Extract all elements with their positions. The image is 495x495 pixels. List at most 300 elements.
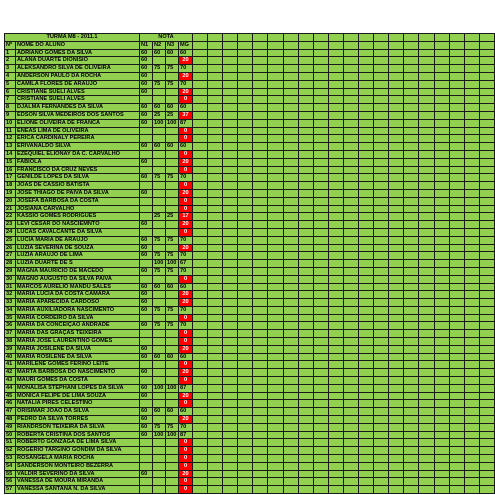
grade-n2[interactable]: 60 bbox=[153, 408, 166, 416]
grade-n3[interactable]: 25 bbox=[166, 213, 179, 221]
empty-cell[interactable] bbox=[268, 88, 283, 96]
grade-average[interactable]: 60 bbox=[179, 49, 193, 57]
empty-cell[interactable] bbox=[328, 96, 343, 104]
empty-cell[interactable] bbox=[449, 213, 464, 221]
empty-cell[interactable] bbox=[434, 361, 449, 369]
empty-cell[interactable] bbox=[193, 353, 208, 361]
empty-cell[interactable] bbox=[404, 314, 419, 322]
grade-n2[interactable]: 60 bbox=[153, 49, 166, 57]
student-name[interactable]: FABIOLA bbox=[16, 158, 140, 166]
empty-cell[interactable] bbox=[283, 369, 298, 377]
empty-cell[interactable] bbox=[419, 299, 434, 307]
empty-cell[interactable] bbox=[283, 41, 298, 49]
empty-cell[interactable] bbox=[434, 338, 449, 346]
empty-cell[interactable] bbox=[238, 166, 253, 174]
empty-cell[interactable] bbox=[404, 299, 419, 307]
empty-cell[interactable] bbox=[223, 119, 238, 127]
empty-cell[interactable] bbox=[298, 197, 313, 205]
grade-n1[interactable]: 60 bbox=[140, 88, 153, 96]
grade-n1[interactable] bbox=[140, 338, 153, 346]
empty-cell[interactable] bbox=[193, 236, 208, 244]
empty-cell[interactable] bbox=[374, 470, 389, 478]
grade-n1[interactable] bbox=[140, 197, 153, 205]
empty-cell[interactable] bbox=[328, 267, 343, 275]
empty-cell[interactable] bbox=[328, 158, 343, 166]
empty-cell[interactable] bbox=[253, 330, 268, 338]
empty-cell[interactable] bbox=[328, 189, 343, 197]
empty-cell[interactable] bbox=[238, 423, 253, 431]
empty-cell[interactable] bbox=[374, 392, 389, 400]
empty-cell[interactable] bbox=[313, 72, 328, 80]
empty-cell[interactable] bbox=[328, 392, 343, 400]
empty-cell[interactable] bbox=[359, 486, 374, 494]
empty-cell[interactable] bbox=[208, 244, 223, 252]
empty-cell[interactable] bbox=[449, 228, 464, 236]
grade-n3[interactable] bbox=[166, 182, 179, 190]
student-name[interactable]: JOSEFA BARBOSA DA COSTA bbox=[16, 197, 140, 205]
empty-cell[interactable] bbox=[479, 221, 494, 229]
empty-cell[interactable] bbox=[434, 80, 449, 88]
grade-n2[interactable]: 100 bbox=[153, 260, 166, 268]
empty-cell[interactable] bbox=[419, 143, 434, 151]
empty-cell[interactable] bbox=[208, 150, 223, 158]
empty-cell[interactable] bbox=[253, 369, 268, 377]
empty-cell[interactable] bbox=[464, 34, 479, 42]
empty-cell[interactable] bbox=[479, 322, 494, 330]
empty-cell[interactable] bbox=[479, 228, 494, 236]
empty-cell[interactable] bbox=[479, 416, 494, 424]
empty-cell[interactable] bbox=[434, 49, 449, 57]
empty-cell[interactable] bbox=[283, 49, 298, 57]
grade-n3[interactable]: 60 bbox=[166, 143, 179, 151]
student-name[interactable]: MARIA AUXILIADORA NASCIMENTO bbox=[16, 306, 140, 314]
empty-cell[interactable] bbox=[479, 267, 494, 275]
grade-n3[interactable]: 25 bbox=[166, 111, 179, 119]
empty-cell[interactable] bbox=[343, 439, 358, 447]
empty-cell[interactable] bbox=[343, 111, 358, 119]
empty-cell[interactable] bbox=[343, 150, 358, 158]
empty-cell[interactable] bbox=[193, 213, 208, 221]
row-number[interactable]: 36 bbox=[5, 322, 16, 330]
column-header[interactable]: N3 bbox=[166, 41, 179, 49]
empty-cell[interactable] bbox=[298, 65, 313, 73]
empty-cell[interactable] bbox=[389, 96, 404, 104]
empty-cell[interactable] bbox=[359, 49, 374, 57]
empty-cell[interactable] bbox=[238, 322, 253, 330]
empty-cell[interactable] bbox=[389, 236, 404, 244]
grade-n1[interactable]: 60 bbox=[140, 244, 153, 252]
grade-n3[interactable]: 75 bbox=[166, 80, 179, 88]
empty-cell[interactable] bbox=[223, 361, 238, 369]
empty-cell[interactable] bbox=[298, 431, 313, 439]
grade-n2[interactable]: 75 bbox=[153, 65, 166, 73]
empty-cell[interactable] bbox=[343, 135, 358, 143]
empty-cell[interactable] bbox=[374, 166, 389, 174]
empty-cell[interactable] bbox=[359, 34, 374, 42]
student-name[interactable]: LUCIA MARIA DE ARAUJO bbox=[16, 236, 140, 244]
empty-cell[interactable] bbox=[404, 345, 419, 353]
empty-cell[interactable] bbox=[464, 447, 479, 455]
row-number[interactable]: 13 bbox=[5, 143, 16, 151]
grade-n1[interactable]: 60 bbox=[140, 65, 153, 73]
empty-cell[interactable] bbox=[283, 322, 298, 330]
empty-cell[interactable] bbox=[283, 80, 298, 88]
empty-cell[interactable] bbox=[343, 34, 358, 42]
empty-cell[interactable] bbox=[343, 182, 358, 190]
empty-cell[interactable] bbox=[359, 252, 374, 260]
empty-cell[interactable] bbox=[404, 322, 419, 330]
student-name[interactable]: LEVI CESAR DO NASCIEMNTO bbox=[16, 221, 140, 229]
grade-n1[interactable] bbox=[140, 439, 153, 447]
grade-n1[interactable] bbox=[140, 260, 153, 268]
empty-cell[interactable] bbox=[374, 330, 389, 338]
empty-cell[interactable] bbox=[313, 408, 328, 416]
student-name[interactable]: CRISTIANE SUELI ALVES bbox=[16, 96, 140, 104]
empty-cell[interactable] bbox=[298, 384, 313, 392]
row-number[interactable]: 33 bbox=[5, 299, 16, 307]
grade-average[interactable]: 20 bbox=[179, 244, 193, 252]
grade-n3[interactable] bbox=[166, 447, 179, 455]
empty-cell[interactable] bbox=[253, 478, 268, 486]
empty-cell[interactable] bbox=[238, 416, 253, 424]
empty-cell[interactable] bbox=[449, 189, 464, 197]
empty-cell[interactable] bbox=[419, 88, 434, 96]
empty-cell[interactable] bbox=[313, 104, 328, 112]
empty-cell[interactable] bbox=[374, 41, 389, 49]
empty-cell[interactable] bbox=[328, 283, 343, 291]
empty-cell[interactable] bbox=[359, 182, 374, 190]
row-number[interactable]: 16 bbox=[5, 166, 16, 174]
grade-n3[interactable] bbox=[166, 275, 179, 283]
empty-cell[interactable] bbox=[389, 49, 404, 57]
empty-cell[interactable] bbox=[298, 400, 313, 408]
empty-cell[interactable] bbox=[268, 189, 283, 197]
row-number[interactable]: 2 bbox=[5, 57, 16, 65]
empty-cell[interactable] bbox=[343, 260, 358, 268]
empty-cell[interactable] bbox=[208, 416, 223, 424]
empty-cell[interactable] bbox=[343, 57, 358, 65]
empty-cell[interactable] bbox=[404, 392, 419, 400]
empty-cell[interactable] bbox=[328, 127, 343, 135]
empty-cell[interactable] bbox=[238, 111, 253, 119]
empty-cell[interactable] bbox=[419, 291, 434, 299]
row-number[interactable]: 3 bbox=[5, 65, 16, 73]
empty-cell[interactable] bbox=[479, 470, 494, 478]
row-number[interactable]: 25 bbox=[5, 236, 16, 244]
empty-cell[interactable] bbox=[268, 111, 283, 119]
empty-cell[interactable] bbox=[434, 252, 449, 260]
empty-cell[interactable] bbox=[479, 338, 494, 346]
empty-cell[interactable] bbox=[298, 486, 313, 494]
empty-cell[interactable] bbox=[268, 283, 283, 291]
student-name[interactable]: VANESSA SANTANA N. DA SILVA bbox=[16, 486, 140, 494]
empty-cell[interactable] bbox=[328, 369, 343, 377]
grade-average[interactable]: 60 bbox=[179, 143, 193, 151]
student-name[interactable]: LUCAS CAVALCANTE DA SILVA bbox=[16, 228, 140, 236]
empty-cell[interactable] bbox=[343, 80, 358, 88]
empty-cell[interactable] bbox=[449, 439, 464, 447]
empty-cell[interactable] bbox=[389, 306, 404, 314]
empty-cell[interactable] bbox=[449, 174, 464, 182]
empty-cell[interactable] bbox=[479, 143, 494, 151]
empty-cell[interactable] bbox=[389, 470, 404, 478]
empty-cell[interactable] bbox=[419, 236, 434, 244]
empty-cell[interactable] bbox=[404, 41, 419, 49]
grade-average[interactable]: 0 bbox=[179, 166, 193, 174]
empty-cell[interactable] bbox=[223, 158, 238, 166]
empty-cell[interactable] bbox=[359, 299, 374, 307]
empty-cell[interactable] bbox=[238, 143, 253, 151]
empty-cell[interactable] bbox=[223, 41, 238, 49]
empty-cell[interactable] bbox=[283, 72, 298, 80]
grade-n2[interactable] bbox=[153, 96, 166, 104]
empty-cell[interactable] bbox=[449, 158, 464, 166]
empty-cell[interactable] bbox=[404, 252, 419, 260]
empty-cell[interactable] bbox=[328, 455, 343, 463]
empty-cell[interactable] bbox=[343, 267, 358, 275]
empty-cell[interactable] bbox=[359, 353, 374, 361]
empty-cell[interactable] bbox=[449, 283, 464, 291]
empty-cell[interactable] bbox=[464, 353, 479, 361]
empty-cell[interactable] bbox=[434, 96, 449, 104]
row-number[interactable]: 55 bbox=[5, 470, 16, 478]
empty-cell[interactable] bbox=[464, 127, 479, 135]
student-name[interactable]: MAGNO AUGUSTO DA SILVA PAIVA bbox=[16, 275, 140, 283]
empty-cell[interactable] bbox=[253, 228, 268, 236]
empty-cell[interactable] bbox=[283, 65, 298, 73]
empty-cell[interactable] bbox=[464, 455, 479, 463]
empty-cell[interactable] bbox=[313, 119, 328, 127]
empty-cell[interactable] bbox=[268, 72, 283, 80]
grade-n1[interactable] bbox=[140, 330, 153, 338]
empty-cell[interactable] bbox=[298, 267, 313, 275]
empty-cell[interactable] bbox=[464, 96, 479, 104]
empty-cell[interactable] bbox=[328, 34, 343, 42]
grade-average[interactable]: 0 bbox=[179, 478, 193, 486]
empty-cell[interactable] bbox=[359, 158, 374, 166]
empty-cell[interactable] bbox=[343, 447, 358, 455]
student-name[interactable]: MARIA ROSILENE DA SILVA bbox=[16, 353, 140, 361]
empty-cell[interactable] bbox=[464, 244, 479, 252]
empty-cell[interactable] bbox=[449, 330, 464, 338]
empty-cell[interactable] bbox=[374, 213, 389, 221]
empty-cell[interactable] bbox=[404, 353, 419, 361]
empty-cell[interactable] bbox=[193, 299, 208, 307]
grade-average[interactable]: 37 bbox=[179, 111, 193, 119]
empty-cell[interactable] bbox=[464, 228, 479, 236]
empty-cell[interactable] bbox=[193, 400, 208, 408]
student-name[interactable]: MARIA JOSILENE DA SILVA bbox=[16, 345, 140, 353]
empty-cell[interactable] bbox=[359, 431, 374, 439]
empty-cell[interactable] bbox=[223, 384, 238, 392]
empty-cell[interactable] bbox=[419, 345, 434, 353]
grade-n2[interactable] bbox=[153, 416, 166, 424]
empty-cell[interactable] bbox=[223, 455, 238, 463]
empty-cell[interactable] bbox=[374, 369, 389, 377]
empty-cell[interactable] bbox=[208, 221, 223, 229]
empty-cell[interactable] bbox=[283, 96, 298, 104]
grade-n2[interactable]: 60 bbox=[153, 353, 166, 361]
empty-cell[interactable] bbox=[464, 486, 479, 494]
row-number[interactable]: 57 bbox=[5, 486, 16, 494]
empty-cell[interactable] bbox=[434, 462, 449, 470]
empty-cell[interactable] bbox=[479, 72, 494, 80]
empty-cell[interactable] bbox=[193, 384, 208, 392]
empty-cell[interactable] bbox=[328, 439, 343, 447]
empty-cell[interactable] bbox=[268, 408, 283, 416]
empty-cell[interactable] bbox=[268, 127, 283, 135]
empty-cell[interactable] bbox=[283, 174, 298, 182]
empty-cell[interactable] bbox=[343, 197, 358, 205]
grade-n2[interactable] bbox=[153, 486, 166, 494]
empty-cell[interactable] bbox=[479, 369, 494, 377]
empty-cell[interactable] bbox=[253, 150, 268, 158]
grade-n3[interactable]: 75 bbox=[166, 236, 179, 244]
empty-cell[interactable] bbox=[208, 189, 223, 197]
empty-cell[interactable] bbox=[374, 361, 389, 369]
empty-cell[interactable] bbox=[253, 49, 268, 57]
empty-cell[interactable] bbox=[283, 197, 298, 205]
student-name[interactable]: JOSIANA CARVALHO bbox=[16, 205, 140, 213]
empty-cell[interactable] bbox=[389, 88, 404, 96]
empty-cell[interactable] bbox=[359, 416, 374, 424]
empty-cell[interactable] bbox=[359, 260, 374, 268]
empty-cell[interactable] bbox=[298, 377, 313, 385]
empty-cell[interactable] bbox=[298, 57, 313, 65]
empty-cell[interactable] bbox=[359, 423, 374, 431]
empty-cell[interactable] bbox=[253, 65, 268, 73]
empty-cell[interactable] bbox=[208, 322, 223, 330]
row-number[interactable]: 19 bbox=[5, 189, 16, 197]
empty-cell[interactable] bbox=[298, 252, 313, 260]
empty-cell[interactable] bbox=[313, 260, 328, 268]
empty-cell[interactable] bbox=[193, 252, 208, 260]
row-number[interactable]: 26 bbox=[5, 244, 16, 252]
empty-cell[interactable] bbox=[389, 447, 404, 455]
empty-cell[interactable] bbox=[313, 416, 328, 424]
empty-cell[interactable] bbox=[223, 345, 238, 353]
empty-cell[interactable] bbox=[283, 377, 298, 385]
empty-cell[interactable] bbox=[419, 213, 434, 221]
empty-cell[interactable] bbox=[328, 41, 343, 49]
empty-cell[interactable] bbox=[313, 377, 328, 385]
empty-cell[interactable] bbox=[419, 65, 434, 73]
empty-cell[interactable] bbox=[223, 213, 238, 221]
empty-cell[interactable] bbox=[223, 486, 238, 494]
grade-average[interactable]: 20 bbox=[179, 189, 193, 197]
empty-cell[interactable] bbox=[419, 244, 434, 252]
empty-cell[interactable] bbox=[389, 119, 404, 127]
empty-cell[interactable] bbox=[359, 244, 374, 252]
empty-cell[interactable] bbox=[298, 104, 313, 112]
empty-cell[interactable] bbox=[238, 338, 253, 346]
grade-average[interactable]: 0 bbox=[179, 314, 193, 322]
empty-cell[interactable] bbox=[328, 470, 343, 478]
empty-cell[interactable] bbox=[464, 345, 479, 353]
empty-cell[interactable] bbox=[193, 283, 208, 291]
empty-cell[interactable] bbox=[238, 205, 253, 213]
empty-cell[interactable] bbox=[449, 88, 464, 96]
empty-cell[interactable] bbox=[298, 470, 313, 478]
row-number[interactable]: 39 bbox=[5, 345, 16, 353]
empty-cell[interactable] bbox=[193, 314, 208, 322]
empty-cell[interactable] bbox=[374, 408, 389, 416]
empty-cell[interactable] bbox=[193, 439, 208, 447]
empty-cell[interactable] bbox=[359, 213, 374, 221]
empty-cell[interactable] bbox=[223, 408, 238, 416]
empty-cell[interactable] bbox=[359, 111, 374, 119]
empty-cell[interactable] bbox=[193, 369, 208, 377]
empty-cell[interactable] bbox=[343, 400, 358, 408]
grade-n2[interactable] bbox=[153, 291, 166, 299]
empty-cell[interactable] bbox=[404, 416, 419, 424]
empty-cell[interactable] bbox=[464, 104, 479, 112]
column-header[interactable]: MG bbox=[179, 41, 193, 49]
grade-n2[interactable]: 75 bbox=[153, 322, 166, 330]
empty-cell[interactable] bbox=[208, 80, 223, 88]
student-name[interactable]: SANDERSON MONTEIRO BEZERRA bbox=[16, 462, 140, 470]
empty-cell[interactable] bbox=[419, 41, 434, 49]
empty-cell[interactable] bbox=[464, 252, 479, 260]
empty-cell[interactable] bbox=[343, 127, 358, 135]
empty-cell[interactable] bbox=[389, 260, 404, 268]
empty-cell[interactable] bbox=[328, 221, 343, 229]
empty-cell[interactable] bbox=[208, 330, 223, 338]
grade-average[interactable]: 0 bbox=[179, 182, 193, 190]
empty-cell[interactable] bbox=[449, 361, 464, 369]
student-name[interactable]: MARIA LUCIA DA COSTA CAMARA bbox=[16, 291, 140, 299]
empty-cell[interactable] bbox=[464, 369, 479, 377]
empty-cell[interactable] bbox=[328, 205, 343, 213]
empty-cell[interactable] bbox=[328, 486, 343, 494]
empty-cell[interactable] bbox=[343, 322, 358, 330]
empty-cell[interactable] bbox=[404, 486, 419, 494]
empty-cell[interactable] bbox=[479, 41, 494, 49]
empty-cell[interactable] bbox=[464, 189, 479, 197]
empty-cell[interactable] bbox=[374, 267, 389, 275]
row-number[interactable]: 47 bbox=[5, 408, 16, 416]
grade-average[interactable]: 0 bbox=[179, 439, 193, 447]
empty-cell[interactable] bbox=[464, 41, 479, 49]
row-number[interactable]: 8 bbox=[5, 104, 16, 112]
empty-cell[interactable] bbox=[238, 439, 253, 447]
grade-n1[interactable]: 60 bbox=[140, 221, 153, 229]
empty-cell[interactable] bbox=[419, 439, 434, 447]
student-name[interactable]: LUZIA SEVERINA DE SOUZA bbox=[16, 244, 140, 252]
empty-cell[interactable] bbox=[343, 104, 358, 112]
empty-cell[interactable] bbox=[238, 104, 253, 112]
row-number[interactable]: 34 bbox=[5, 306, 16, 314]
empty-cell[interactable] bbox=[404, 158, 419, 166]
empty-cell[interactable] bbox=[238, 431, 253, 439]
empty-cell[interactable] bbox=[434, 65, 449, 73]
empty-cell[interactable] bbox=[479, 423, 494, 431]
empty-cell[interactable] bbox=[313, 57, 328, 65]
empty-cell[interactable] bbox=[434, 104, 449, 112]
student-name[interactable]: MAURI GOMES DA COSTA bbox=[16, 377, 140, 385]
grade-average[interactable]: 20 bbox=[179, 72, 193, 80]
empty-cell[interactable] bbox=[223, 369, 238, 377]
empty-cell[interactable] bbox=[283, 260, 298, 268]
empty-cell[interactable] bbox=[359, 478, 374, 486]
empty-cell[interactable] bbox=[253, 470, 268, 478]
grade-n3[interactable]: 60 bbox=[166, 283, 179, 291]
empty-cell[interactable] bbox=[328, 166, 343, 174]
empty-cell[interactable] bbox=[419, 119, 434, 127]
empty-cell[interactable] bbox=[298, 478, 313, 486]
empty-cell[interactable] bbox=[268, 416, 283, 424]
row-number[interactable]: 46 bbox=[5, 400, 16, 408]
